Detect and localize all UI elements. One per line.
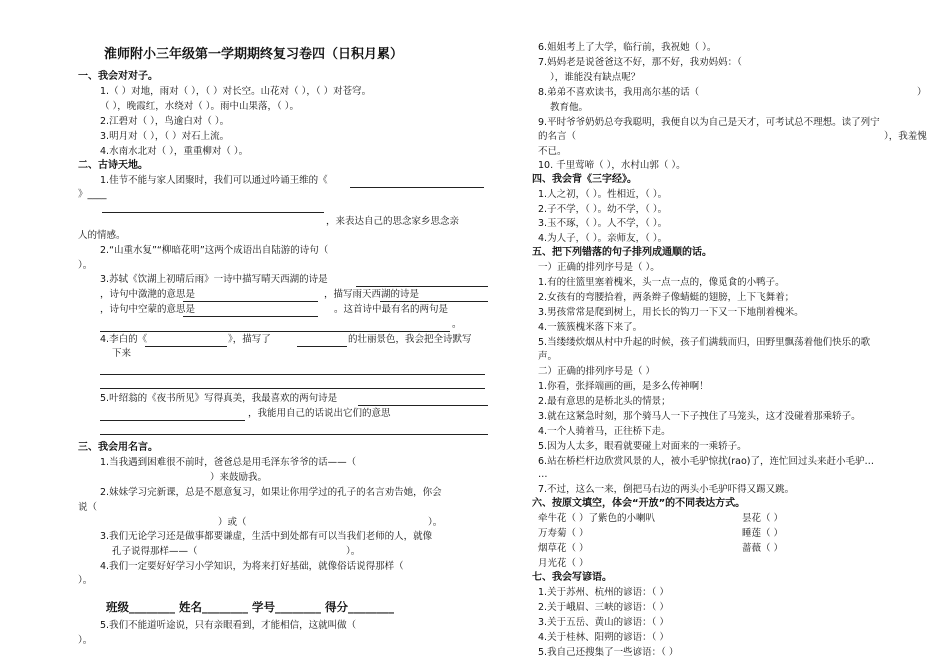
question-line: 教育他。 xyxy=(550,102,589,113)
question-line: 6.站在桥栏杆边欣赏风景的人，被小毛驴惊扰(rao)了，连忙回过头来赶小毛驴… xyxy=(538,456,875,467)
question-line: ） xyxy=(917,87,927,98)
question-line: 》，描写了 xyxy=(228,334,271,345)
question-line: 2.江碧对（ ），鸟逾白对（ ）。 xyxy=(100,116,230,127)
question-line: 2.“山重水复”“柳暗花明”这两个成语出自陆游的诗句（ xyxy=(100,245,329,256)
section-heading: 三、我会用名言。 xyxy=(78,442,158,453)
answer-line xyxy=(356,286,488,287)
question-line: 4.我们一定要好好学习小学知识，为将来打好基础，就像俗话说得那样（ xyxy=(100,561,404,572)
question-line: ），谁能没有缺点呢？ xyxy=(550,72,641,83)
section-heading: 五、把下列错落的句子排列成通顺的话。 xyxy=(532,247,712,258)
question-line: 说（ xyxy=(78,502,98,513)
question-line: ）或（ xyxy=(218,517,247,528)
section-heading: 七、我会写谚语。 xyxy=(532,572,612,583)
answer-line xyxy=(183,301,318,302)
question-line: 1.关于苏州、杭州的谚语：（ ） xyxy=(538,587,669,598)
question-line: 4.一簇簇槐米落下来了。 xyxy=(538,322,643,333)
question-line: 孔子说得那样——（ xyxy=(112,546,198,557)
question-line: 牵牛花（ ）了紫色的小喇叭 xyxy=(538,513,656,524)
section-heading: 二、古诗天地。 xyxy=(78,160,148,171)
question-line: 4.一个人骑着马，正往桥下走。 xyxy=(538,426,671,437)
question-line: 10. 千里莺啼（ ），水村山郭（ ）。 xyxy=(538,160,686,171)
question-line: 5.我自己还搜集了一些谚语：（ ） xyxy=(538,647,679,658)
page-title: 淮师附小三年级第一学期期终复习卷四（日积月累） xyxy=(104,47,404,62)
question-line: 。 xyxy=(452,319,462,330)
question-line: ）。 xyxy=(428,517,443,528)
question-line: ）来鼓励我。 xyxy=(210,472,268,483)
question-line: 3.我们无论学习还是做事都要谦虚，生活中到处都有可以当我们老师的人，就像 xyxy=(100,531,433,542)
question-line: 3.关于五岳、黄山的谚语：（ ） xyxy=(538,617,669,628)
question-line: 烟草花（ ） xyxy=(538,543,589,554)
answer-line xyxy=(380,301,488,302)
answer-line xyxy=(100,374,485,375)
section-heading: 四、我会背《三字经》。 xyxy=(532,174,637,185)
question-line: … xyxy=(538,469,548,480)
question-line: 2.最有意思的是桥北头的情景； xyxy=(538,396,671,407)
answer-line xyxy=(100,420,245,421)
question-line: 1.有的往篮里塞着槐米，头一点一点的，像觅食的小鸭子。 xyxy=(538,277,785,288)
question-line: 1.当我遇到困难很不前时，爸爸总是用毛泽东爷爷的话——（ xyxy=(100,457,357,468)
question-line: 4.为人子，（ ）。亲师友，（ ）。 xyxy=(538,233,668,244)
question-line: 万寿菊（ ） xyxy=(538,528,589,539)
question-line: ）。 xyxy=(78,260,93,271)
question-line: 》____ xyxy=(78,189,107,200)
question-line: ，诗句中潋滟的意思是 xyxy=(100,289,196,300)
question-line: 3.就在这紧急时刻，那个骑马人一下子拽住了马笼头，这才没碰着那乘轿子。 xyxy=(538,411,861,422)
question-line: 下来 xyxy=(112,348,132,359)
question-line: 5.因为人太多，眼看就要碰上对面来的一乘轿子。 xyxy=(538,441,747,452)
question-line: 4.李白的《 xyxy=(100,334,148,345)
section-heading: 六、按原文填空，体会“开放”的不同表达方式。 xyxy=(532,498,746,509)
question-line: ）。 xyxy=(78,575,93,586)
question-line: 9.平时爷爷奶奶总夸我聪明，我便自以为自己是天才，可考试总不理想。读了列宁 xyxy=(538,117,880,128)
answer-line xyxy=(297,346,347,347)
question-line: 睡莲（ ） xyxy=(742,528,784,539)
answer-line xyxy=(100,388,485,389)
question-line: 蔷薇（ ） xyxy=(742,543,784,554)
question-line: ，来表达自己的思念家乡思念亲 xyxy=(326,216,460,227)
question-line: 2.妹妹学习完新课，总是不愿意复习，如果让你用学过的孔子的名言劝告她，你会 xyxy=(100,487,442,498)
question-line: 4.水南水北对（ ），重重柳对（ ）。 xyxy=(100,146,249,157)
question-line: ，我能用自己的话说出它们的意思 xyxy=(248,408,391,419)
question-line: 3.男孩常常是爬到树上，用长长的钩刀一下又一下地削着槐米。 xyxy=(538,307,804,318)
question-line: 。这首诗中最有名的两句是 xyxy=(334,304,449,315)
question-line: 人的情感。 xyxy=(78,230,126,241)
answer-line xyxy=(100,331,450,332)
question-line: 1.佳节不能与家人团聚时，我们可以通过吟诵王维的《 xyxy=(100,175,328,186)
answer-line xyxy=(183,316,318,317)
question-line: 2.女孩有的弯腰拾着，两条辫子像蜻蜓的翅膀，上下飞舞着； xyxy=(538,292,795,303)
question-line: 不已。 xyxy=(538,146,567,157)
question-line: ，描写雨天西湖的诗是 xyxy=(324,289,420,300)
question-line: 2.子不学，（ ）。幼不学，（ ）。 xyxy=(538,204,668,215)
answer-line xyxy=(350,187,484,188)
question-line: 3.玉不琢，（ ）。人不学，（ ）。 xyxy=(538,218,668,229)
question-line: 声。 xyxy=(538,351,558,362)
question-line: 5.当缕缕炊烟从村中升起的时候，孩子们满载而归，田野里飘荡着他们快乐的歌 xyxy=(538,337,871,348)
question-line: 2.关于峨眉、三峡的谚语：（ ） xyxy=(538,602,669,613)
question-line: 昙花（ ） xyxy=(742,513,784,524)
section-heading: 一、我会对对子。 xyxy=(78,71,158,82)
question-line: 1.你看，张择端画的画，是多么传神啊！ xyxy=(538,381,709,392)
question-line: 7.不过，这么一来，倒把马右边的两头小毛驴吓得又踢又跳。 xyxy=(538,484,795,495)
answer-line xyxy=(145,346,227,347)
student-info-line: 班级________ 姓名________ 学号________ 得分________ xyxy=(106,600,395,614)
question-line: 的名言（ xyxy=(538,131,577,142)
question-line: ）。 xyxy=(78,635,93,646)
question-line: 3.苏轼《饮湖上初晴后雨》一诗中描写晴天西湖的诗是 xyxy=(100,274,328,285)
question-line: 8.弟弟不喜欢读书，我用高尔基的话（ xyxy=(538,87,700,98)
answer-line xyxy=(102,212,324,213)
question-line: 二）正确的排列序号是（ ） xyxy=(538,366,656,377)
question-line: 7.妈妈老是说爸爸这不好，那不好，我劝妈妈：（ xyxy=(538,57,742,68)
question-line: 5.我们不能道听途说，只有亲眼看到，才能相信，这就叫做（ xyxy=(100,620,357,631)
question-line: 的壮丽景色，我会把全诗默写 xyxy=(348,334,472,345)
question-line: （ ），晚霞红，水绕对（ ）。雨中山果落，（ ）。 xyxy=(100,101,300,112)
answer-line xyxy=(100,434,488,435)
question-line: 4.关于桂林、阳朔的谚语：（ ） xyxy=(538,632,669,643)
question-line: 月光花（ ） xyxy=(538,558,589,569)
question-line: 3.明月对（ ），（ ）对石上流。 xyxy=(100,131,230,142)
question-line: ）。 xyxy=(346,546,361,557)
question-line: ，诗句中空蒙的意思是 xyxy=(100,304,196,315)
question-line: 1.人之初，（ ）。性相近，（ ）。 xyxy=(538,189,668,200)
question-line: ），我羞愧 xyxy=(884,131,927,142)
question-line: 一）正确的排列序号是（ ）。 xyxy=(538,262,660,273)
question-line: 1.（ ）对地，雨对（ ），（ ）对长空。山花对（ ），（ ）对苍穹。 xyxy=(100,86,372,97)
answer-line xyxy=(358,405,488,406)
question-line: 5.叶绍翁的《夜书所见》写得真美，我最喜欢的两句诗是 xyxy=(100,393,338,404)
question-line: 6.姐姐考上了大学，临行前，我祝她（ ）。 xyxy=(538,42,717,53)
